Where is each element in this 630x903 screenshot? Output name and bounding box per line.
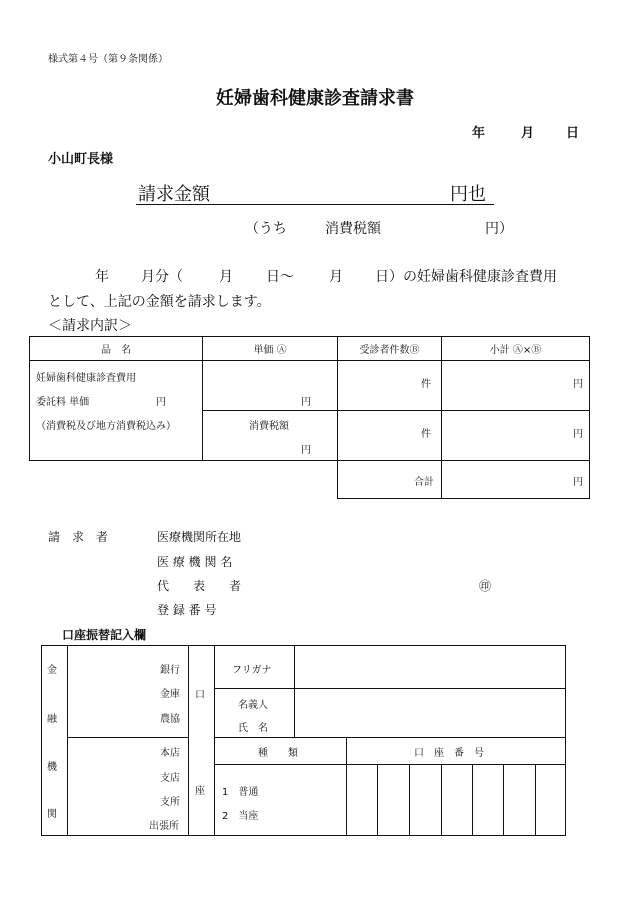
bank-type-1: 銀行 xyxy=(160,665,180,676)
branch-type-2: 支店 xyxy=(160,773,180,784)
period-year: 年 xyxy=(95,269,109,285)
form-number: 様式第４号（第９条関係） xyxy=(48,54,168,65)
date-day-label: 日 xyxy=(566,126,580,141)
furigana-label: フリガナ xyxy=(232,665,272,676)
bank-type-3: 農協 xyxy=(160,714,180,725)
bank-vline-4 xyxy=(294,645,295,737)
account-char-2: 座 xyxy=(195,786,205,797)
total-unit: 円 xyxy=(573,477,583,488)
bank-hline-3 xyxy=(214,764,566,765)
page-title: 妊婦歯科健康診査請求書 xyxy=(216,88,414,109)
amount-suffix: 円也 xyxy=(450,184,486,205)
branch-type-3: 支所 xyxy=(160,797,180,808)
subtotal-unit-1: 円 xyxy=(573,379,583,390)
tax-close: 円） xyxy=(485,221,513,237)
inst-char-4: 関 xyxy=(47,809,57,820)
statement-line-2: として、上記の金額を請求します。 xyxy=(48,294,271,310)
unit-price-yen: 円 xyxy=(301,397,311,408)
bank-type-2: 金庫 xyxy=(160,689,180,700)
header-item: 品 名 xyxy=(30,337,203,361)
tax-cell xyxy=(203,411,338,461)
branch-type-1: 本店 xyxy=(160,748,180,759)
claimant-address: 医療機関所在地 xyxy=(157,530,242,544)
period-month-of: 月分（ xyxy=(141,269,183,285)
item-cell xyxy=(30,361,203,461)
period-month-1: 月 xyxy=(219,269,233,285)
bank-vline-3 xyxy=(214,645,215,836)
bank-vline-1 xyxy=(67,645,68,836)
header-unit-price: 単価 Ⓐ xyxy=(203,337,338,361)
digit-line-5 xyxy=(503,764,504,836)
tax-cell-yen: 円 xyxy=(301,445,311,456)
bank-section-title: 口座振替記入欄 xyxy=(62,628,147,642)
header-subtotal: 小計 Ⓐ×Ⓑ xyxy=(442,337,590,361)
breakdown-title: ＜請求内訳＞ xyxy=(48,318,132,334)
period-month-2: 月 xyxy=(329,269,343,285)
inst-char-3: 機 xyxy=(47,762,57,773)
account-number-header: 口 座 番 号 xyxy=(414,748,484,759)
date-month-label: 月 xyxy=(521,126,535,141)
digit-line-2 xyxy=(409,764,410,836)
amount-underline xyxy=(136,204,494,205)
inst-char-2: 融 xyxy=(47,714,57,725)
claimant-representative: 代 表 者 xyxy=(157,579,242,593)
seal-mark: ㊞ xyxy=(479,579,492,593)
claimant-registration: 登 録 番 号 xyxy=(157,603,217,617)
count-cell-1 xyxy=(338,361,442,411)
bank-vline-2 xyxy=(188,645,189,836)
holder-label-1: 名義人 xyxy=(238,700,268,711)
digit-line-3 xyxy=(441,764,442,836)
tax-label: 消費税額 xyxy=(325,221,381,237)
digit-line-4 xyxy=(472,764,473,836)
addressee: 小山町長様 xyxy=(48,152,114,167)
unit-price-cell xyxy=(203,361,338,411)
digit-line-6 xyxy=(535,764,536,836)
count-unit-2: 件 xyxy=(421,429,431,440)
tax-open: （うち xyxy=(245,221,287,237)
bank-vline-5 xyxy=(346,737,347,836)
bank-table xyxy=(41,645,566,836)
subtotal-cell-2 xyxy=(442,411,590,461)
amount-label: 請求金額 xyxy=(138,184,210,205)
total-label-cell xyxy=(338,461,442,499)
digit-line-1 xyxy=(377,764,378,836)
breakdown-table xyxy=(29,336,590,499)
claimant-institution: 医 療 機 関 名 xyxy=(157,555,233,569)
inst-char-1: 金 xyxy=(47,665,57,676)
subtotal-unit-2: 円 xyxy=(573,429,583,440)
kind-option-1: 1 普通 xyxy=(222,787,259,798)
blank-cell xyxy=(30,461,338,499)
account-char-1: 口 xyxy=(195,690,205,701)
kind-header: 種 類 xyxy=(258,748,298,759)
count-cell-2 xyxy=(338,411,442,461)
claimant-label: 請 求 者 xyxy=(48,530,109,544)
bank-hline-1 xyxy=(214,688,566,689)
total-cell xyxy=(442,461,590,499)
subtotal-cell-1 xyxy=(442,361,590,411)
item-line-2-unit: 円 xyxy=(156,397,166,408)
item-line-2-label: 委託料 単価 xyxy=(36,397,90,408)
kind-option-2: 2 当座 xyxy=(222,811,259,822)
date-year-label: 年 xyxy=(472,126,486,141)
holder-label-2: 氏 名 xyxy=(238,723,268,734)
total-label: 合計 xyxy=(414,477,434,488)
branch-type-4: 出張所 xyxy=(149,821,179,832)
item-line-3: （消費税及び地方消費税込み） xyxy=(36,421,176,432)
count-unit-1: 件 xyxy=(421,379,431,390)
tax-cell-label: 消費税額 xyxy=(249,421,289,432)
period-day-2: 日）の妊婦歯科健康診査費用 xyxy=(375,269,557,285)
bank-hline-inst xyxy=(67,737,188,738)
header-count: 受診者件数Ⓑ xyxy=(338,337,442,361)
period-day-1: 日～ xyxy=(266,269,294,285)
item-line-1: 妊婦歯科健康診査費用 xyxy=(36,373,136,384)
bank-hline-2 xyxy=(214,737,566,738)
